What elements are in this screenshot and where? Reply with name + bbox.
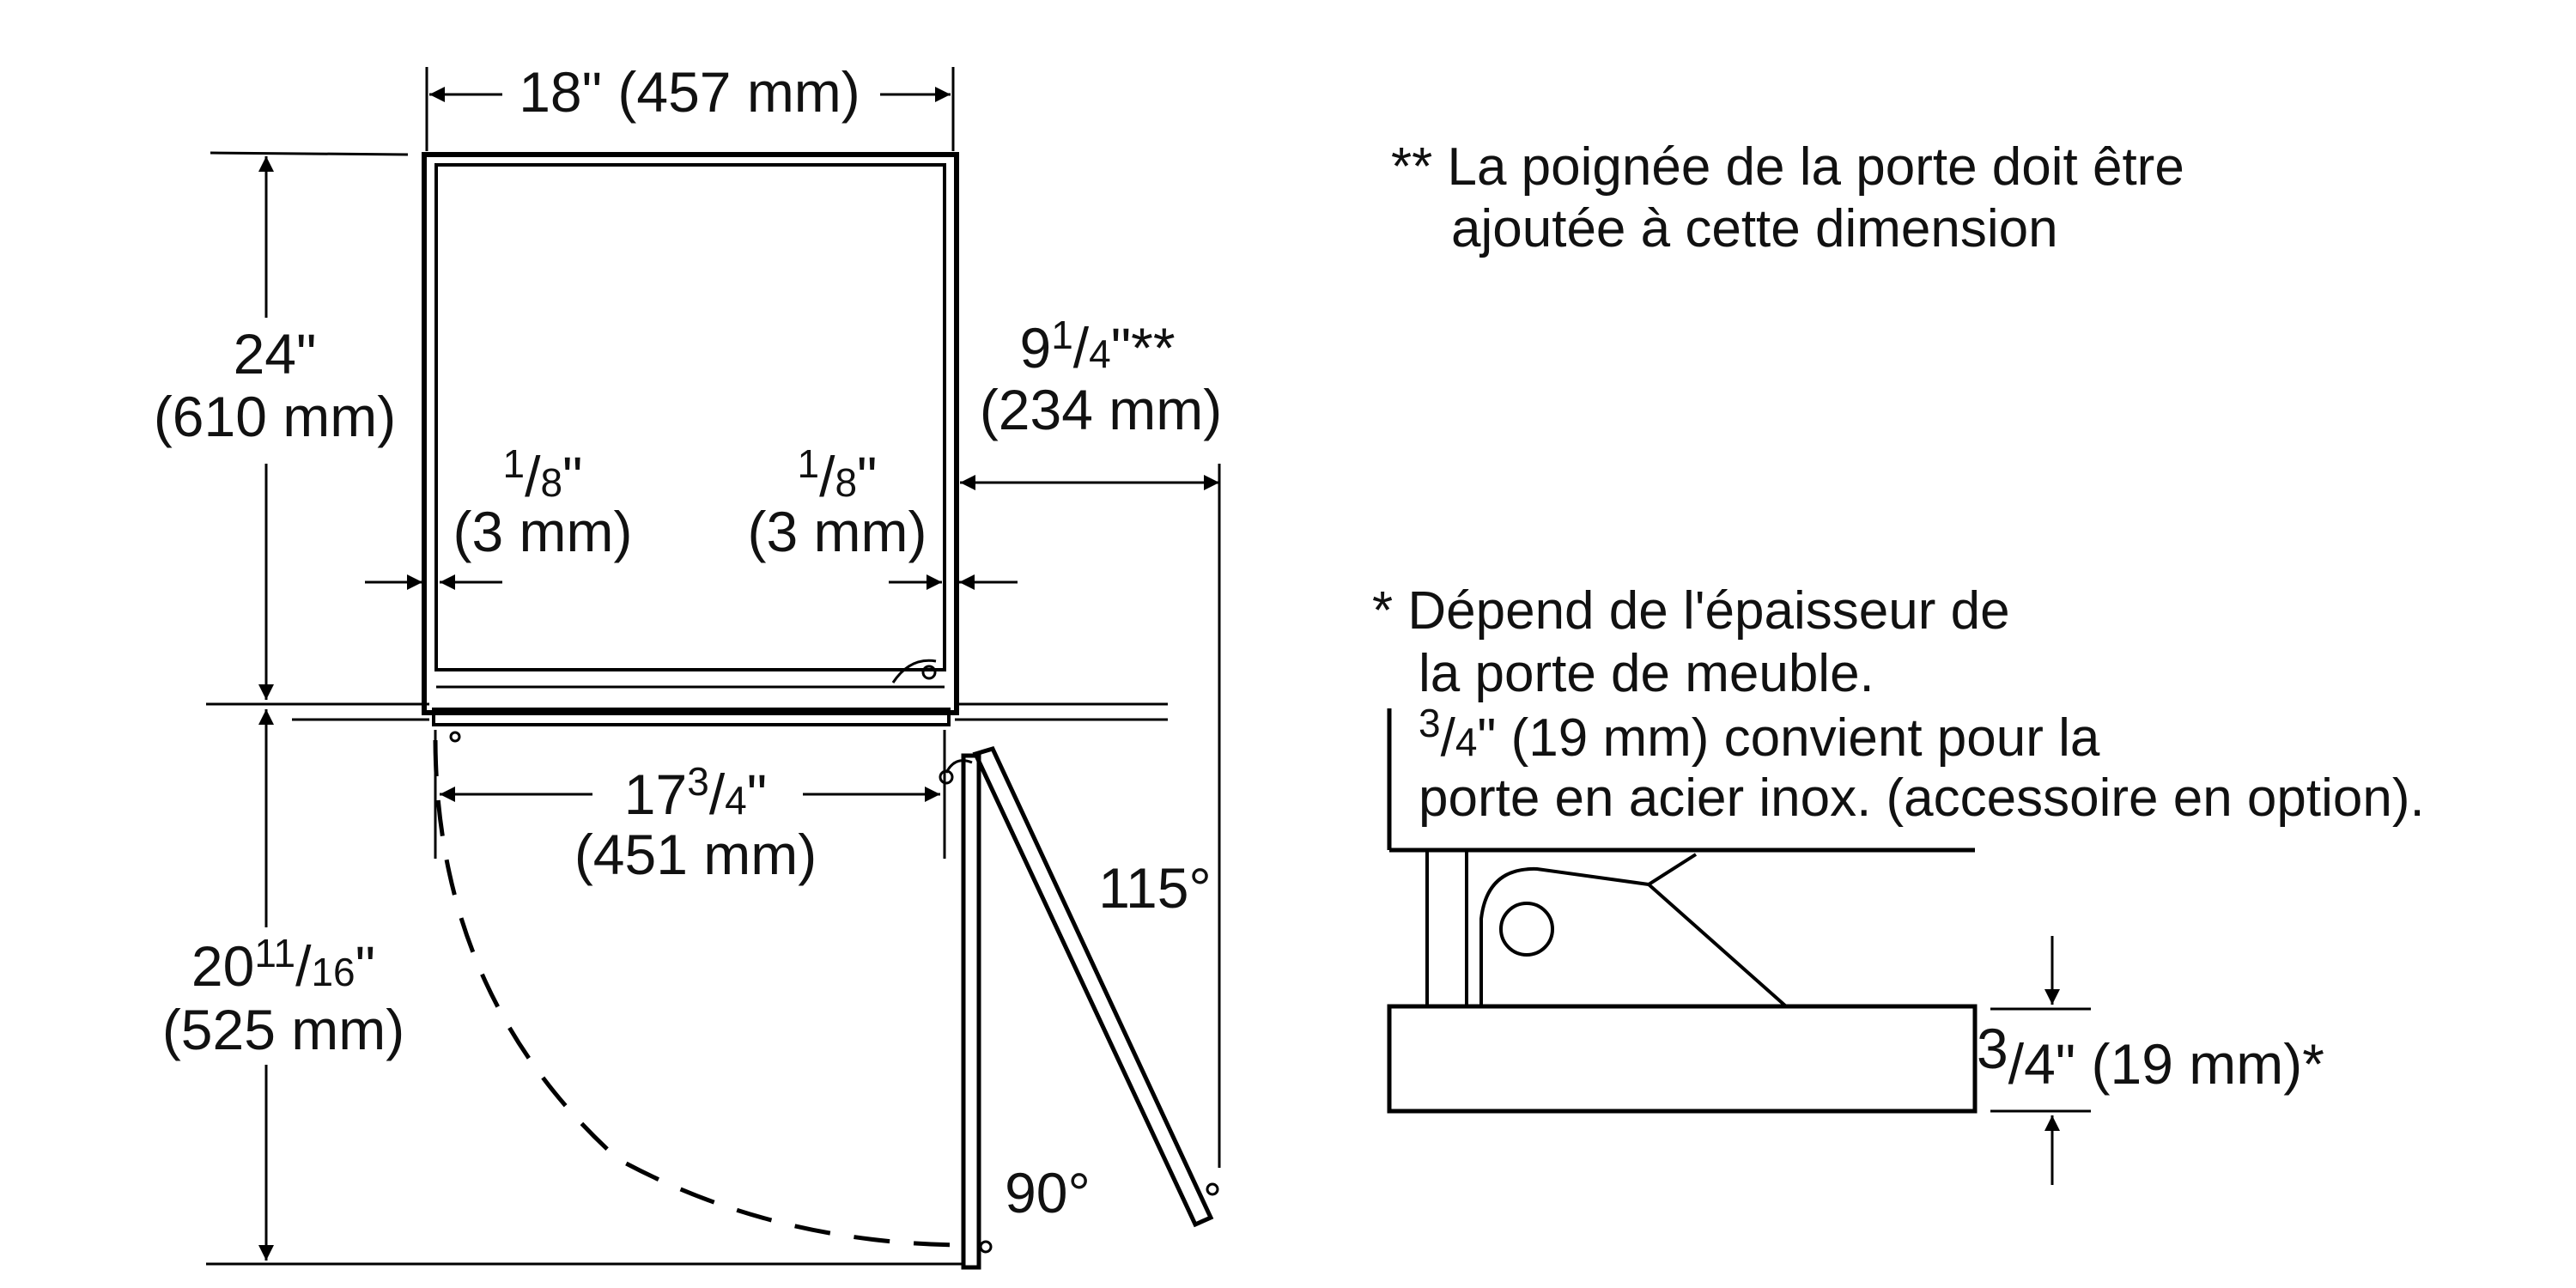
svg-text:173/4": $17^3/4$" [623,759,768,826]
svg-text:(451 mm): (451 mm) [574,823,817,886]
dimension-lines [206,67,1219,1261]
door-panel-115 [940,749,1218,1224]
svg-text:1/8": $^1$/8" [797,441,878,508]
door-swing-arc [435,740,962,1245]
panel-thickness-dim [1977,936,2324,1185]
handle-note [1391,137,2184,258]
dim-gap-left [453,441,633,563]
cabinet-outline [424,155,957,713]
svg-text:porte en acier inox. (accessoi: porte en acier inox. (accessoire en option). [1419,769,2425,828]
svg-text:1/8": $^1$/8" [502,441,583,508]
svg-text:ajoutée à cette dimension: ajoutée à cette dimension [1451,199,2058,258]
svg-text:2011/16": $20^{11}/16$" [191,931,376,998]
svg-text:(525 mm): (525 mm) [161,998,405,1061]
dim-depth-mm: (610 mm) [153,385,397,448]
svg-text:la porte de meuble.: la porte de meuble. [1419,644,1874,703]
svg-text:** La poignée de la porte doit: ** La poignée de la porte doit être [1391,137,2184,197]
svg-text:(3 mm): (3 mm) [747,500,927,563]
door-panel-90 [963,756,991,1267]
dim-swing-depth [162,931,404,1061]
dim-inner-width [574,759,817,886]
svg-text:* Dépend de l'épaisseur de: * Dépend de l'épaisseur de [1372,581,2010,641]
thickness-note [1372,581,2425,828]
dim-handle [980,313,1222,441]
angle-open-label: 115° [1098,856,1212,920]
angle-90-label: 90° [1005,1161,1091,1224]
svg-text:(234 mm): (234 mm) [979,378,1223,441]
svg-text:3/4" (19 mm) convient pour la: $^3$/4" (19 mm) convient pour la [1419,701,2100,768]
dim-gap-right [748,441,927,563]
dim-width-top: 18" (457 mm) [519,60,860,124]
svg-text:91/4"**: $9^1/4"**$ [1019,313,1176,380]
dim-depth-in: 24" [233,322,317,386]
svg-text:(3 mm): (3 mm) [453,500,633,563]
svg-text:3/4" (19 mm)*: 3/4" (19 mm)* [1977,1017,2324,1096]
